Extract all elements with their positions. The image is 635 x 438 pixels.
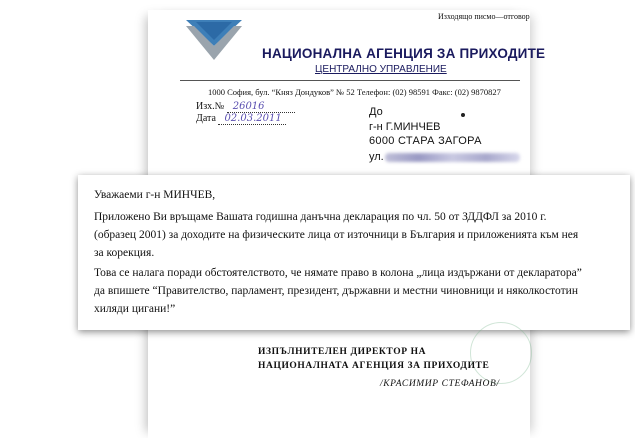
outgoing-number xyxy=(196,101,295,113)
header-divider xyxy=(180,80,520,81)
date-label: Дата xyxy=(196,113,216,124)
reference-label: Изходящо писмо—отговор xyxy=(438,12,530,21)
outgoing-number-label: Изх.№ xyxy=(196,101,225,112)
signature-title-line-2: НАЦИОНАЛНАТА АГЕНЦИЯ ЗА ПРИХОДИТЕ xyxy=(258,361,490,371)
outgoing-number-value: 26016 xyxy=(227,101,295,113)
dot-mark xyxy=(461,113,465,117)
outgoing-date xyxy=(196,113,286,125)
body-paragraph-1-line-1: Приложено Ви връщаме Вашата годишна данъчна декларация по чл. 50 от ЗДДФЛ за 2010 г. xyxy=(94,211,547,223)
body-paragraph-1-line-3: за корекция. xyxy=(94,247,155,259)
recipient-to: До xyxy=(369,106,383,118)
agency-name: НАЦИОНАЛНА АГЕНЦИЯ ЗА ПРИХОДИТЕ xyxy=(262,46,546,61)
department-name: ЦЕНТРАЛНО УПРАВЛЕНИЕ xyxy=(315,64,447,75)
redacted-street xyxy=(385,153,520,162)
faint-stamp xyxy=(470,322,532,384)
body-paragraph-2-line-2: да впишете “Правителство, парламент, президент, държавни и местни чиновници и няколкостотин xyxy=(94,285,578,297)
body-paragraph-2-line-1: Това се налага поради обстоятелството, че нямате право в колона „лица издържани от декларатора” xyxy=(94,267,582,279)
body-paragraph-2-line-3: хиляди цигани!” xyxy=(94,303,176,315)
recipient-street-label: ул. xyxy=(369,151,384,163)
agency-address: 1000 София, бул. “Княз Дондуков” № 52 Телефон: (02) 98591 Факс: (02) 9870827 xyxy=(208,87,501,97)
greeting: Уважаеми г-н МИНЧЕВ, xyxy=(94,189,216,201)
signature-name: /КРАСИМИР СТЕФАНОВ/ xyxy=(380,379,500,389)
signature-title-line-1: ИЗПЪЛНИТЕЛЕН ДИРЕКТОР НА xyxy=(258,347,427,357)
agency-logo-icon xyxy=(186,20,242,60)
recipient-name: г-н Г.МИНЧЕВ xyxy=(369,121,441,133)
date-value: 02.03.2011 xyxy=(218,113,286,125)
recipient-city: 6000 СТАРА ЗАГОРА xyxy=(369,135,482,147)
body-paragraph-1-line-2: (образец 2001) за доходите на физическите лица от източници в България и приложенията към нея xyxy=(94,229,579,241)
